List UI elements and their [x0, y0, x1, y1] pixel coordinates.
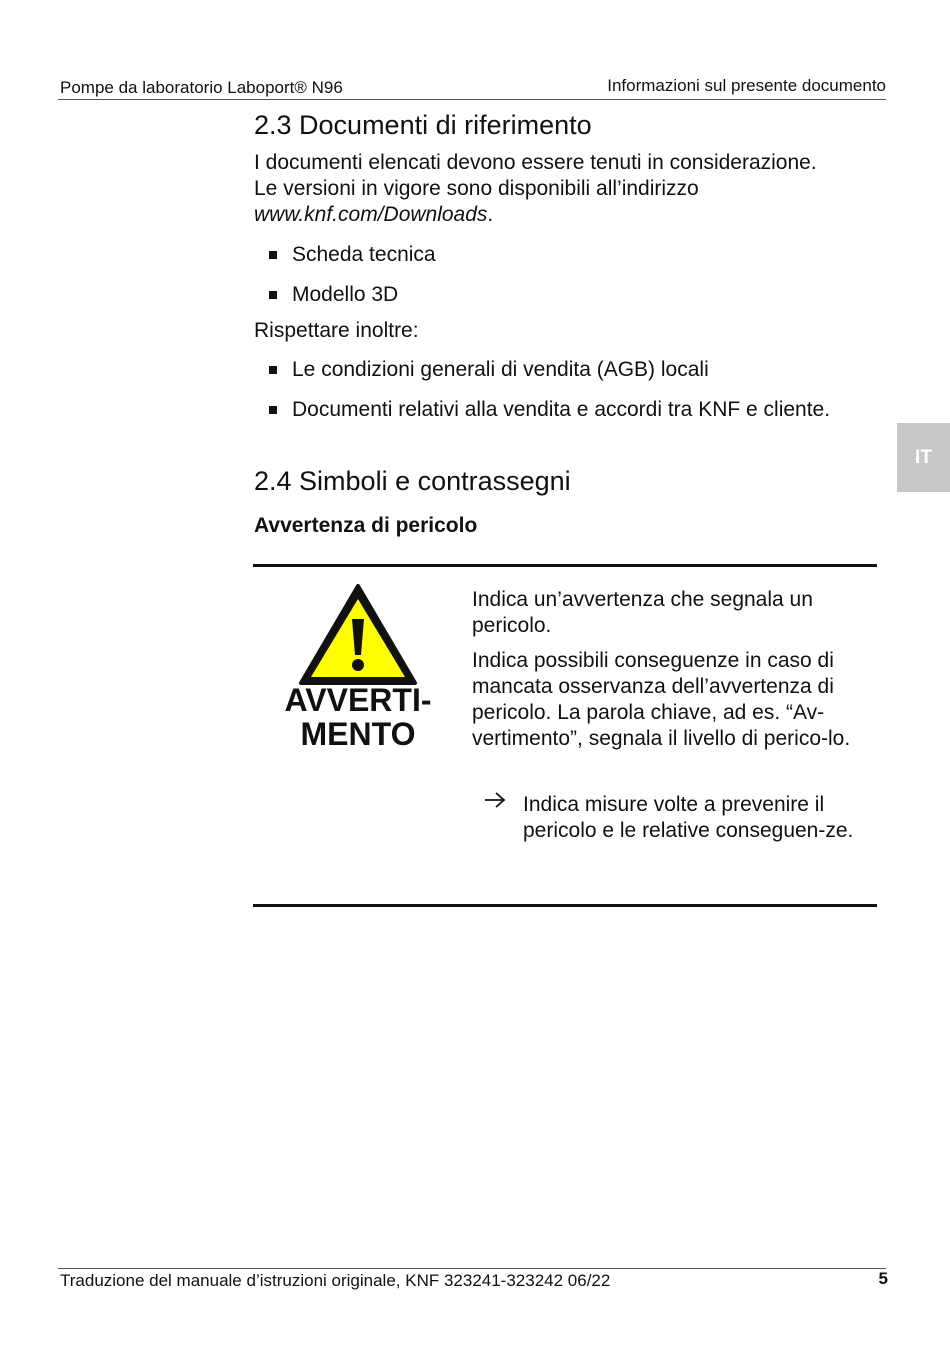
list-item-label: Modello 3D [292, 283, 399, 306]
preventive-measure-text: Indica misure volte a prevenire il pericolo e le relative conseguen-ze. [523, 793, 854, 842]
page-number: 5 [878, 1269, 888, 1288]
language-tab-label: IT [915, 446, 932, 468]
list-item [254, 242, 884, 268]
list-item-label: Scheda tecnica [292, 243, 436, 266]
bullet-square-icon [269, 366, 277, 374]
signal-word-line-2: MENTO [300, 716, 416, 752]
footer-document-reference: Traduzione del manuale d’istruzioni originale, KNF 323241-323242 06/22 [60, 1271, 611, 1290]
bullet-square-icon [269, 291, 277, 299]
signal-word-line-1: AVVERTI- [284, 682, 432, 718]
link-suffix: . [487, 203, 494, 226]
also-observe-text: Rispettare inoltre: [254, 319, 419, 342]
header-divider [58, 99, 886, 100]
list-item [254, 357, 884, 383]
list-item-label: Le condizioni generali di vendita (AGB) locali [292, 358, 709, 381]
list-item [254, 282, 884, 308]
header-document-title: Pompe da laboratorio Laboport® N96 [60, 78, 343, 97]
section-2-3-heading: 2.3 Documenti di riferimento [254, 110, 592, 140]
warning-box-top-rule [253, 564, 877, 567]
footer-divider [58, 1268, 886, 1269]
section-2-3-intro [254, 150, 884, 228]
list-item [254, 397, 884, 423]
warning-triangle-icon [298, 583, 418, 687]
language-tab [897, 423, 950, 492]
bullet-square-icon [269, 251, 277, 259]
bullet-square-icon [269, 406, 277, 414]
section-2-4-heading: 2.4 Simboli e contrassegni [254, 466, 571, 496]
downloads-link[interactable]: www.knf.com/Downloads [254, 203, 488, 226]
reference-documents-list [254, 242, 884, 308]
list-item-label: Documenti relativi alla vendita e accordi tra KNF e cliente. [292, 398, 831, 421]
header-chapter-title: Informazioni sul presente documento [607, 76, 886, 95]
intro-line-2: Le versioni in vigore sono disponibili all’indirizzo [254, 177, 699, 200]
other-documents-list [254, 357, 884, 423]
downloads-link-line [254, 202, 884, 228]
warning-subheading: Avvertenza di pericolo [254, 514, 478, 537]
warning-box-bottom-rule [253, 904, 877, 907]
intro-line-1: I documenti elencati devono essere tenuti in considerazione. [254, 151, 817, 174]
right-arrow-icon [483, 790, 507, 810]
signal-word [262, 683, 454, 751]
warning-description-2: Indica possibili conseguenze in caso di mancata osservanza dell’avvertenza di pericolo. La parola chiave, ad es. “Av-vertimento”, segnala il livello di perico-lo. [472, 649, 851, 750]
warning-description-1: Indica un’avvertenza che segnala un pericolo. [472, 588, 813, 637]
